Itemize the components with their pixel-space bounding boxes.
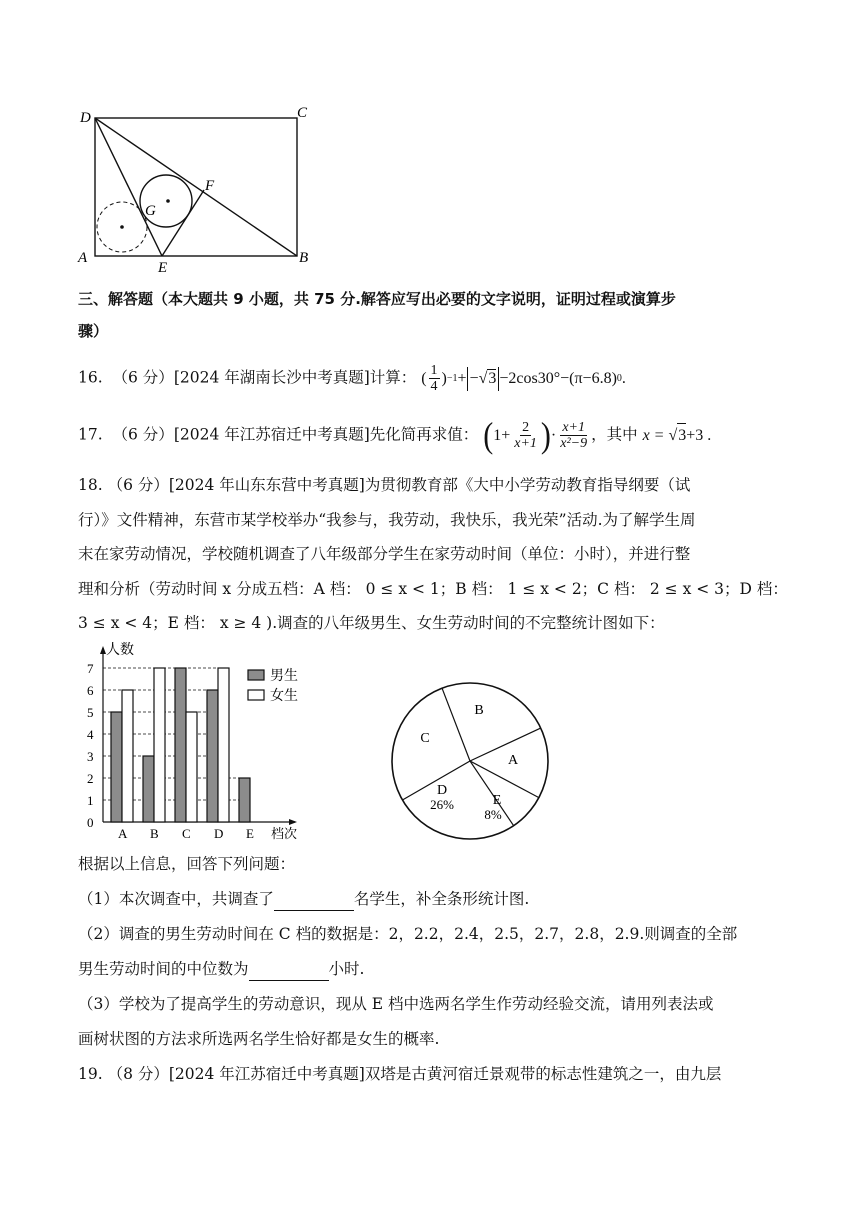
svg-text:E: E bbox=[158, 260, 168, 276]
svg-text:F: F bbox=[205, 178, 215, 194]
pie-chart bbox=[385, 676, 555, 846]
svg-text:B: B bbox=[299, 250, 309, 266]
x-tick-label: A bbox=[118, 826, 128, 840]
legend-label: 男生 bbox=[270, 668, 298, 684]
x-tick-label: E bbox=[246, 826, 254, 840]
x-tick-label: C bbox=[182, 826, 191, 840]
x-axis-arrow bbox=[289, 819, 297, 825]
line-de bbox=[95, 118, 162, 256]
bar-B-女生 bbox=[154, 668, 165, 822]
legend-swatch bbox=[248, 690, 264, 700]
pie-slice-label-D: D bbox=[436, 783, 448, 798]
question-19-line1: 19. （8 分）[2024 年江苏宿迁中考真题]双塔是古黄河宿迁景观带的标志性建筑之一，由九层 bbox=[78, 1065, 722, 1083]
svg-text:G: G bbox=[145, 203, 156, 219]
geometry-figure bbox=[70, 100, 330, 280]
answer-blank-2[interactable] bbox=[249, 964, 329, 981]
section-heading-cont: 骤） bbox=[78, 322, 109, 340]
svg-text:A: A bbox=[78, 250, 88, 266]
bar-B-男生 bbox=[143, 756, 154, 822]
x-tick-label: B bbox=[150, 826, 159, 840]
pie-slice-label-B: B bbox=[474, 703, 484, 718]
q18-part3-cont: 画树状图的方法求所选两名学生恰好都是女生的概率. bbox=[78, 1030, 440, 1048]
section-heading: 三、解答题（本大题共 9 小题，共 75 分.解答应写出必要的文字说明，证明过程或演算步 bbox=[78, 290, 676, 308]
question-18-line5: 3 ≤ x < 4；E 档： x ≥ 4 ).调查的八年级男生、女生劳动时间的不完整统计图如下： bbox=[78, 614, 665, 632]
y-axis-label: 人数 bbox=[106, 642, 134, 658]
bar-C-女生 bbox=[186, 712, 197, 822]
question-18-line4: 理和分析（劳动时间 x 分成五档：A 档： 0 ≤ x < 1；B 档： 1 ≤ x < 2；C 档： 2 ≤ x < 3；D 档： bbox=[78, 580, 788, 598]
pie-slice-value-E: 8% bbox=[484, 807, 502, 822]
y-tick-label: 2 bbox=[87, 771, 94, 786]
bar-A-女生 bbox=[122, 690, 133, 822]
q18-part2: （2）调查的男生劳动时间在 C 档的数据是：2，2.2，2.4，2.5，2.7，2.8，2.9.则调查的全部 bbox=[78, 925, 738, 943]
q18-part3: （3）学校为了提高学生的劳动意识，现从 E 档中选两名学生作劳动经验交流，请用列表法或 bbox=[78, 995, 714, 1013]
bar-E-男生 bbox=[239, 778, 250, 822]
solid-circle bbox=[140, 175, 192, 227]
y-tick-label: 1 bbox=[87, 793, 94, 808]
y-tick-label: 6 bbox=[87, 683, 94, 698]
y-tick-label: 0 bbox=[87, 815, 94, 830]
answer-blank-1[interactable] bbox=[274, 894, 354, 911]
q18-part1: （1）本次调查中，共调查了 名学生，补全条形统计图. bbox=[78, 887, 529, 911]
legend-swatch bbox=[248, 670, 264, 680]
question-17: 17. （6 分）[2024 年江苏宿迁中考真题]先化简再求值： ( 1+ $\frac{2}{x+1}$ ) · $\frac{x+1}{\text{x²−9}}$ ，其中 x = √ 3 +3 . bbox=[78, 415, 712, 455]
bar-C-男生 bbox=[175, 668, 186, 822]
bar-chart bbox=[78, 640, 338, 840]
y-tick-label: 4 bbox=[87, 727, 94, 742]
bar-A-男生 bbox=[111, 712, 122, 822]
pie-slice-label-A: A bbox=[507, 753, 519, 768]
bar-D-女生 bbox=[218, 668, 229, 822]
y-tick-label: 5 bbox=[87, 705, 94, 720]
svg-text:D: D bbox=[80, 110, 91, 126]
q18-part2-cont: 男生劳动时间的中位数为 小时. bbox=[78, 957, 364, 981]
question-18-line3: 末在家劳动情况，学校随机调查了八年级部分学生在家劳动时间（单位：小时），并进行整 bbox=[78, 545, 691, 563]
x-tick-label: D bbox=[214, 826, 224, 840]
pie-slice-value-D: 26% bbox=[430, 797, 454, 812]
question-18-line2: 行）》文件精神，东营市某学校举办“我参与，我劳动，我快乐，我光荣”活动.为了解学生周 bbox=[78, 511, 696, 529]
y-tick-label: 3 bbox=[87, 749, 94, 764]
legend-label: 女生 bbox=[270, 688, 298, 704]
bar-D-男生 bbox=[207, 690, 218, 822]
diagonal-db bbox=[95, 118, 297, 256]
question-16: 16. （6 分）[2024 年湖南长沙中考真题]计算： ( $\frac{1}{4}$ ) −1 + −√3 −2cos30°− (π−6.8) 0 . bbox=[78, 363, 626, 394]
y-tick-label: 7 bbox=[87, 661, 94, 676]
x-axis-label: 档次 bbox=[271, 827, 298, 840]
q18-intro: 根据以上信息，回答下列问题： bbox=[78, 855, 296, 873]
svg-text:C: C bbox=[297, 105, 308, 121]
question-18-line1: 18. （6 分）[2024 年山东东营中考真题]为贯彻教育部《大中小学劳动教育指导纲要（试 bbox=[78, 476, 691, 494]
pie-slice-label-C: C bbox=[420, 731, 430, 746]
pie-slice-label-E: E bbox=[492, 793, 502, 808]
